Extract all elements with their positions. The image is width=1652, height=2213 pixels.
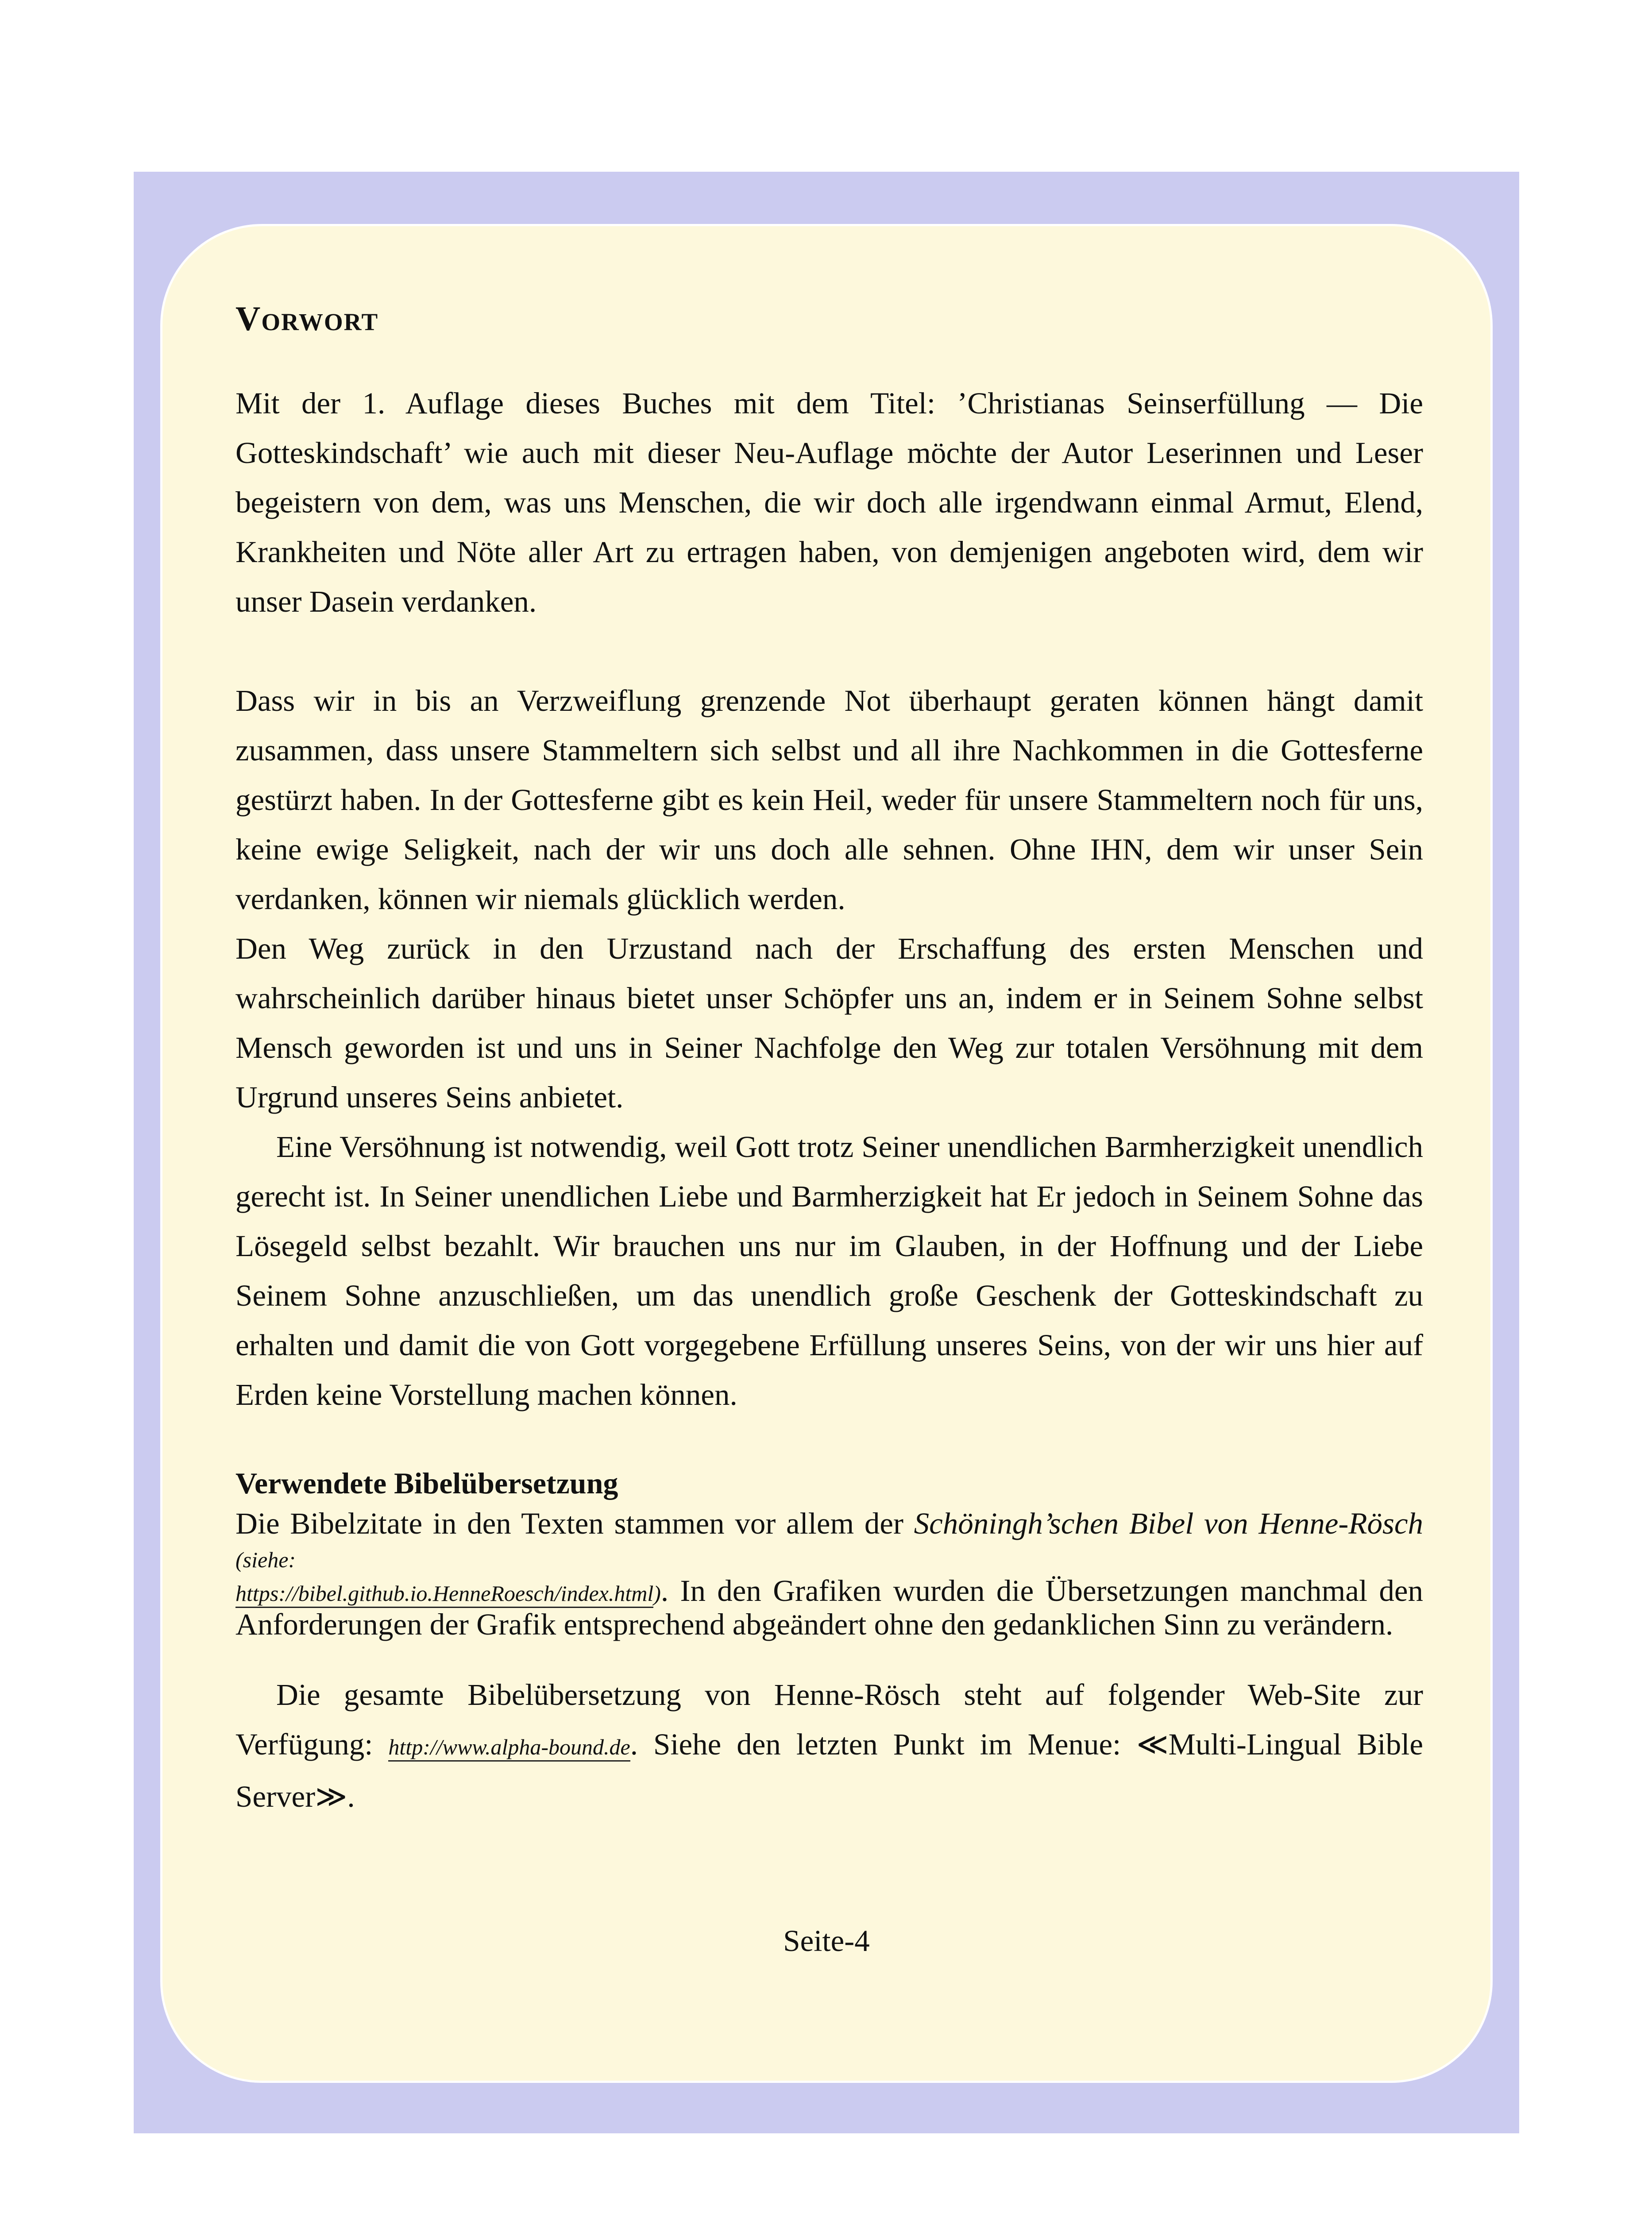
- bible-title: Schöningh’schen Bibel von Henne-Rösch: [914, 1507, 1424, 1540]
- website-sentence-end: . Siehe den letzten Punkt im Menue: ≪Multi-Lingual Bible Server≫.: [235, 1727, 1423, 1813]
- page-number: Seite-4: [783, 1924, 870, 1958]
- see-label: (siehe:: [235, 1547, 296, 1572]
- website-paragraph: [235, 1670, 1423, 1821]
- see-close: ): [653, 1581, 661, 1606]
- paragraph-weg-zurueck: Den Weg zurück in den Urzustand nach der Erschaffung des ersten Menschen und wahrscheinlich darüber hinaus bietet unser Schöpfer uns an, indem er in Seinem Sohne selbst Mensch geworden ist und uns in Seiner Nachfolge den Weg zur totalen Versöhnung mit dem Urgrund unseres Seins anbietet.: [235, 932, 1423, 1114]
- source-link[interactable]: https://bibel.github.io.HenneRoesch/index.html: [235, 1581, 653, 1608]
- page-frame: [134, 172, 1519, 2133]
- website-link[interactable]: http://www.alpha-bound.de: [388, 1735, 630, 1762]
- bible-section-heading: Verwendete Bibelübersetzung: [235, 1466, 618, 1500]
- citation-sentence-end: . In den Grafiken wurden die Übersetzungen manchmal den Anforderungen der Grafik entsprechend abgeändert ohne den gedanklichen Sinn zu verändern.: [235, 1574, 1423, 1641]
- paragraph-intro: Mit der 1. Auflage dieses Buches mit dem Titel: ’Christianas Seinserfüllung — Die Gotteskindschaft’ wie auch mit dieser Neu-Auflage möchte der Autor Leserinnen und Leser begeistern von dem, was uns Menschen, die wir doch alle irgendwann einmal Armut, Elend, Krankheiten und Nöte aller Art zu ertragen haben, von demjenigen angeboten wird, dem wir unser Dasein verdanken.: [235, 386, 1423, 618]
- page-content: [235, 301, 1423, 1821]
- website-sentence-start: Die gesamte Bibelübersetzung von Henne-Rösch steht auf folgender Web-Site zur Verfügung:: [235, 1678, 1423, 1761]
- section-heading: Vorwort: [235, 299, 379, 338]
- content-card: [160, 224, 1493, 2083]
- bible-citation-paragraph: [235, 1508, 1423, 1640]
- paragraph-gottesferne: Dass wir in bis an Verzweiflung grenzende Not überhaupt geraten können hängt damit zusammen, dass unsere Stammeltern sich selbst und all ihre Nachkommen in die Gottesferne gestürzt haben. In der Gottesferne gibt es kein Heil, weder für unsere Stammeltern noch für uns, keine ewige Seligkeit, nach der wir uns doch alle sehnen. Ohne IHN, dem wir unser Sein verdanken, können wir niemals glücklich werden.: [235, 684, 1423, 916]
- paragraph-versoehnung: Eine Versöhnung ist notwendig, weil Gott trotz Seiner unendlichen Barmherzigkeit unendlich gerecht ist. In Seiner unendlichen Liebe und Barmherzigkeit hat Er jedoch in Seinem Sohne das Lösegeld selbst bezahlt. Wir brauchen uns nur im Glauben, in der Hoffnung und der Liebe Seinem Sohne anzuschließen, um das unendlich große Geschenk der Gotteskindschaft zu erhalten und damit die von Gott vorgegebene Erfüllung unseres Seins, von der wir uns hier auf Erden keine Vorstellung machen können.: [235, 1130, 1423, 1411]
- citation-sentence-start: Die Bibelzitate in den Texten stammen vor allem der: [235, 1507, 914, 1540]
